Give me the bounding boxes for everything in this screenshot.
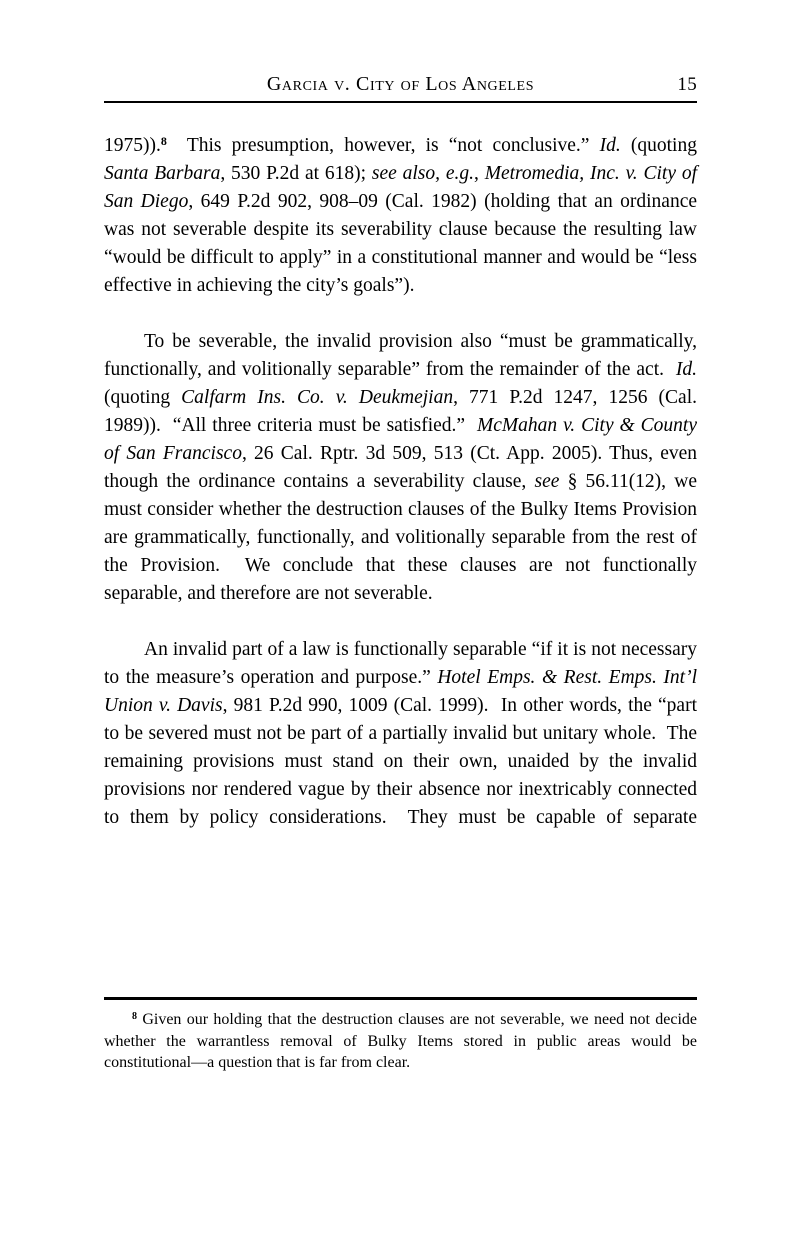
paragraph: An invalid part of a law is functionally separable “if it is not necessary to the measure’s operation and purpose.” Hotel Emps. & Rest. Emps. Int’l Union v. Davis, 981 P.2d 990, 1009 (Cal. 1999). In other words, the “part to be severed must not be part of a partially invalid but unitary whole. The remaining provisions must stand on their own, unaided by the invalid provisions nor rendered vague by their absence nor inextricably connected to them by policy considerations. They must be capable of separate — [104, 639, 697, 828]
opinion-body — [104, 132, 697, 832]
footnote-divider — [104, 997, 697, 1000]
page-number: 15 — [677, 74, 697, 95]
footnote-section — [104, 997, 697, 1074]
header-divider — [104, 101, 697, 103]
paragraph: 1975)).$^8$ This presumption, however, is “not conclusive.” Id. (quoting Santa Barbara, 530 P.2d at 618); see also, e.g., Metromedia, Inc. v. City of San Diego, 649 P.2d 902, 908–09 (Cal. 1982) (holding that an ordinance was not severable despite its severability clause because the resulting law “would be difficult to apply” in a constitutional manner and would be “less effective in achieving the city’s goals”). — [104, 134, 697, 296]
footnote-text: $^8$ Given our holding that the destruction clauses are not severable, we need not decide whether the warrantless removal of Bulky Items stored in public areas would be constitutional—a question that is far from clear. — [104, 1011, 697, 1071]
page-header — [104, 72, 697, 96]
case-title: Garcia v. City of Los Angeles — [266, 73, 535, 95]
paragraph: To be severable, the invalid provision also “must be grammatically, functionally, and volitionally separable” from the remainder of the act. Id. (quoting Calfarm Ins. Co. v. Deukmejian, 771 P.2d 1247, 1256 (Cal. 1989)). “All three criteria must be satisfied.” McMahan v. City & County of San Francisco, 26 Cal. Rptr. 3d 509, 513 (Ct. App. 2005). Thus, even though the ordinance contains a severability clause, see § 56.11(12), we must consider whether the destruction clauses of the Bulky Items Provision are grammatically, functionally, and volitionally separable from the rest of the Provision. We conclude that these clauses are not functionally separable, and therefore are not severable. — [104, 331, 698, 604]
